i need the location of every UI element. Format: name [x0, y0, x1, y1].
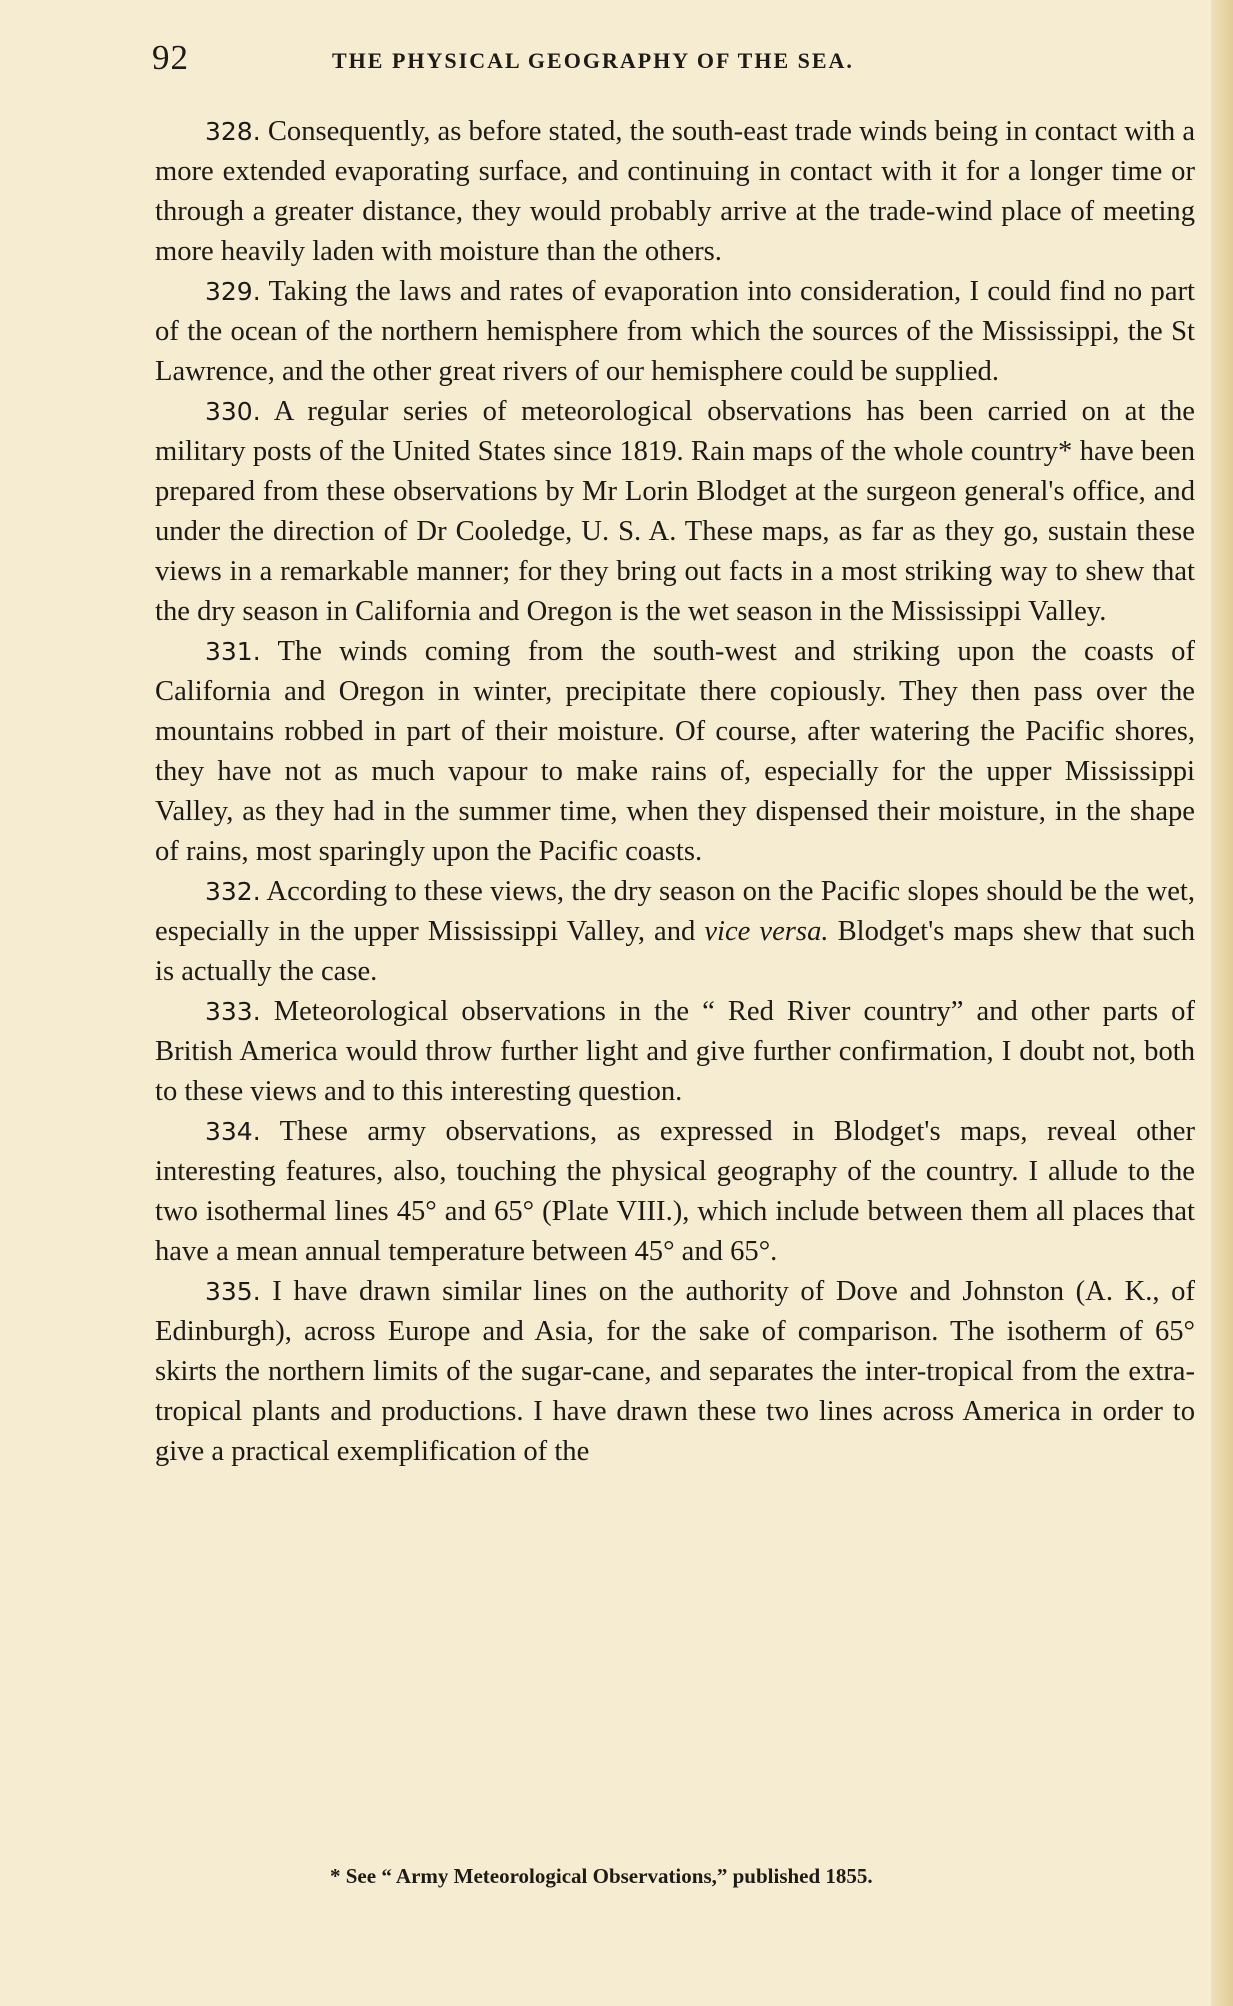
- italic-text: vice versa.: [704, 916, 829, 947]
- paragraph-text: According to these views, the dry season on the Pacific slopes should be the wet, especially in the upper Mississippi Valley, and: [155, 876, 1195, 947]
- paragraph-text: A regular series of meteorological observations has been carried on at the military posts of the United States since 1819. Rain maps of the whole country* have been prepared from these observations by Mr Lorin Blodget at the surgeon general's office, and under the direction of Dr Cooledge, U. S. A. These maps, as far as they go, sustain these views in a remarkable manner; for they bring out facts in a most striking way to shew that the dry season in California and Oregon is the wet season in the Mississippi Valley.: [155, 396, 1195, 627]
- paragraph-text: Consequently, as before stated, the south-east trade winds being in contact with a more extended evaporating surface, and continuing in contact with it for a longer time or through a greater distance, they would probably arrive at the trade-wind place of meeting more heavily laden with moisture than the others.: [155, 116, 1196, 267]
- paragraph-text: These army observations, as expressed in Blodget's maps, reveal other interesting features, also, touching the physical geography of the country. I allude to the two isothermal lines 45° and 65° (Plate VIII.), which include between them all places that have a mean annual temperature between 45° and 65°.: [155, 1116, 1195, 1267]
- paragraph-335: [155, 1272, 1195, 1472]
- paragraph-number: 330.: [205, 397, 261, 426]
- paragraph-number: 332.: [205, 877, 261, 906]
- paragraph-number: 331.: [205, 637, 261, 666]
- paragraph-number: 333.: [205, 997, 261, 1026]
- paragraph-number: 328.: [205, 117, 261, 146]
- paragraph-number: 335.: [205, 1277, 261, 1306]
- paragraph-332: [155, 872, 1195, 992]
- paragraph-text: Taking the laws and rates of evaporation into consideration, I could find no part of the ocean of the northern hemisphere from which the sources of the Mississippi, the St Lawrence, and the other great rivers of our hemisphere could be supplied.: [155, 276, 1195, 387]
- paragraph-number: 329.: [205, 277, 261, 306]
- paragraph-329: [155, 272, 1195, 392]
- footnote: * See “ Army Meteorological Observations,” published 1855.: [330, 1864, 873, 1888]
- paragraph-text: I have drawn similar lines on the authority of Dove and Johnston (A. K., of Edinburgh), across Europe and Asia, for the sake of comparison. The isotherm of 65° skirts the northern limits of the sugar-cane, and separates the inter-tropical from the extra-tropical plants and productions. I have drawn these two lines across America in order to give a practical exemplification of the: [155, 1276, 1195, 1467]
- paragraph-333: [155, 992, 1195, 1112]
- paragraph-text: The winds coming from the south-west and striking upon the coasts of California and Oregon in winter, precipitate there copiously. They then pass over the mountains robbed in part of their moisture. Of course, after watering the Pacific shores, they have not as much vapour to make rains of, especially for the upper Mississippi Valley, as they had in the summer time, when they dispensed their moisture, in the shape of rains, most sparingly upon the Pacific coasts.: [155, 636, 1195, 867]
- paragraph-328: [155, 112, 1195, 272]
- page-number: 92: [152, 38, 189, 77]
- page-edge: [1211, 0, 1233, 2006]
- body-text: [155, 112, 1195, 1472]
- paragraph-334: [155, 1112, 1195, 1272]
- page-header: [152, 38, 1192, 88]
- running-title: THE PHYSICAL GEOGRAPHY OF THE SEA.: [332, 48, 854, 73]
- paragraph-330: [155, 392, 1195, 632]
- paragraph-text: Meteorological observations in the “ Red River country” and other parts of British America would throw further light and give further confirmation, I doubt not, both to these views and to this interesting question.: [155, 996, 1195, 1107]
- paragraph-text: Blodget's maps shew that such is actually the case.: [155, 916, 1195, 987]
- paragraph-number: 334.: [205, 1117, 261, 1146]
- paragraph-331: [155, 632, 1195, 872]
